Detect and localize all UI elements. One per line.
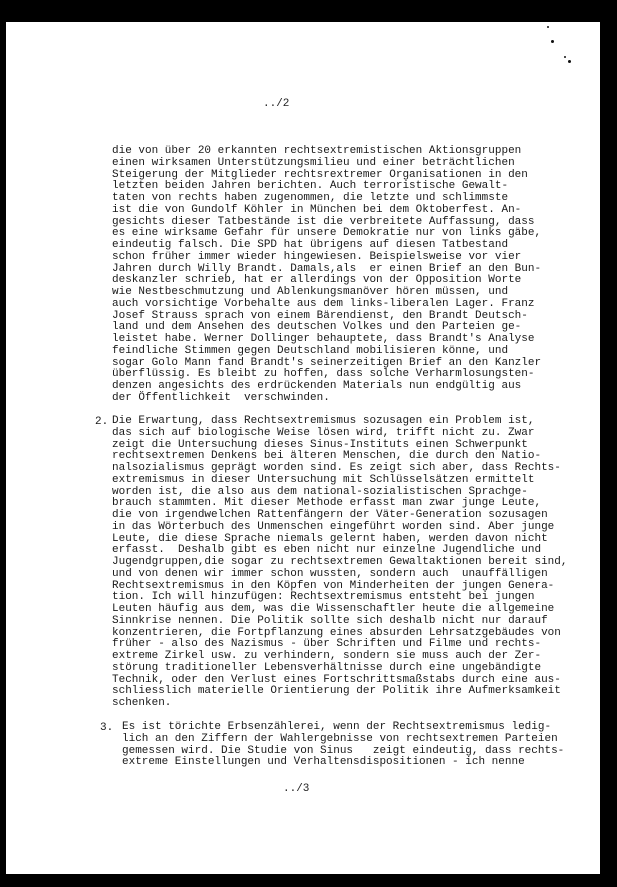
footer-page-reference: ../3	[283, 783, 310, 795]
text-line: störung traditioneller Lebensverhältnisse durch eine ungebändigte	[112, 661, 542, 674]
text-line: nalsozialismus geprägt worden sind. Es zeigt sich aber, dass Rechts-	[112, 462, 561, 474]
text-line: die von über 20 erkannten rechtsextremistischen Aktionsgruppen	[112, 145, 522, 157]
text-line: Die Erwartung, dass Rechtsextremismus sozusagen ein Problem ist,	[112, 415, 535, 427]
text-line: extreme Einstellungen und Verhaltensdispositionen - ich nenne	[122, 756, 525, 769]
text-line: eindeutig falsch. Die SPD hat übrigens auf diesen Tatbestand	[112, 239, 509, 251]
text-line: lich an den Ziffern der Wahlergebnisse von rechtsextremen Parteien	[122, 732, 558, 745]
text-line: schliesslich materielle Orientierung der Politik ihre Aufmerksamkeit	[112, 685, 561, 698]
text-line: sogar Golo Mann fand Brandt's seinerzeitigen Brief an den Kanzler	[112, 356, 542, 369]
paragraph-2	[112, 416, 567, 710]
text-line: überflüssig. Es bleibt zu hoffen, dass solche Verharmlosungsten-	[112, 368, 535, 381]
text-line: Sinnkrise nennen. Die Politik sollte sich deshalb nicht nur darauf	[112, 614, 548, 627]
text-line: der Öffentlichkeit verschwinden.	[112, 391, 330, 404]
scan-speck	[568, 60, 571, 63]
text-line: die von irgendwelchen Rattenfängern der Väter-Generation sozusagen	[112, 509, 548, 521]
text-line: leistet habe. Werner Dollinger behauptete, dass Brandt's Analyse	[112, 333, 535, 345]
text-line: worden ist, die also aus dem national-sozialistischen Sprachge-	[112, 485, 528, 498]
text-line: land und dem Ansehen des deutschen Volkes und den Parteien ge-	[112, 321, 522, 334]
text-line: ist die von Gundolf Köhler in München bei dem Oktoberfest. An-	[112, 203, 522, 216]
text-line: wie Nestbeschmutzung und Ablenkungsmanöver hören müssen, und	[112, 286, 509, 298]
text-line: erfasst. Deshalb gibt es eben nicht nur einzelne Jugendliche und	[112, 544, 542, 557]
text-line: in das Wörterbuch des Unmenschen eingeführt worden sind. Aber junge	[112, 520, 555, 533]
text-line: schenken.	[112, 697, 172, 709]
scan-speck	[564, 56, 566, 58]
text-line: Jugendgruppen,die sogar zu rechtsextremen Gewaltaktionen bereit sind,	[112, 556, 568, 568]
text-line: deskanzler schrieb, hat er allerdings von der Opposition Worte	[112, 274, 522, 287]
text-line: brauch stammten. Mit dieser Methode erfasst man zwar junge Leute,	[112, 497, 542, 510]
text-line: schon früher immer wieder hingewiesen. Beispielsweise vor vier	[112, 250, 522, 263]
scan-speck	[547, 26, 549, 28]
paragraph-2-number: 2.	[95, 416, 109, 428]
text-line: Rechtsextremismus in den Köpfen von Minderheiten der jungen Genera-	[112, 579, 555, 592]
text-line: taten von rechts haben zugenommen, die letzte und schlimmste	[112, 192, 509, 204]
paragraph-3-number: 3.	[100, 722, 114, 734]
text-line: Josef Strauss sprach von einem Bärendienst, den Brandt Deutsch-	[112, 309, 528, 322]
text-line: extremismus in dieser Untersuchung mit Schlüsselsätzen ermittelt	[112, 473, 535, 486]
text-line: Technik, oder den Verlust eines Fortschrittsmaßstabs durch eine aus-	[112, 673, 561, 686]
text-line: Es ist törichte Erbsenzählerei, wenn der Rechtsextremismus ledig-	[122, 721, 552, 733]
text-line: konzentrieren, die Fortpflanzung eines absurden Lehrsatzgebäudes von	[112, 626, 561, 639]
text-line: es eine wirksame Gefahr für unsere Demokratie nur von links gäbe,	[112, 227, 542, 240]
text-line: extreme Zirkel usw. zu verhindern, sondern sie muss auch der Zer-	[112, 650, 542, 662]
text-line: früher - also des Nazismus - über Schriften und Filme und rechts-	[112, 638, 542, 651]
text-line: einen wirksamen Unterstützungsmilieu und einer beträchtlichen	[112, 156, 515, 169]
text-line: zeigt die Untersuchung dieses Sinus-Instituts einen Schwerpunkt	[112, 438, 528, 451]
scan-speck	[551, 40, 554, 43]
text-line: und von denen wir immer schon wussten, sondern auch unauffälligen	[112, 567, 548, 580]
header-page-reference: ../2	[263, 98, 290, 110]
text-line: gesichts dieser Tatbestände ist die verbreitete Auffassung, dass	[112, 215, 535, 228]
paragraph-3	[122, 722, 564, 769]
text-line: Steigerung der Mitglieder rechtsrextremer Organisationen in den	[112, 168, 528, 181]
text-line: rechtsextremen Denkens bei älteren Menschen, die durch den Natio-	[112, 450, 542, 463]
text-line: gemessen wird. Die Studie von Sinus zeigt eindeutig, dass rechts-	[122, 744, 565, 757]
text-line: feindliche Stimmen gegen Deutschland mobilisieren könne, und	[112, 344, 509, 357]
text-line: Jahren durch Willy Brandt. Damals,als er einen Brief an den Bun-	[112, 262, 542, 275]
text-line: denzen angesichts des erdrückenden Materials nun endgültig aus	[112, 380, 522, 392]
text-line: letzten beiden Jahren berichten. Auch terroristische Gewalt-	[112, 180, 509, 193]
text-line: tion. Ich will hinzufügen: Rechtsextremismus entsteht bei jungen	[112, 591, 535, 604]
paragraph-1	[112, 146, 541, 405]
text-line: das sich auf biologische Weise lösen wird, trifft nicht zu. Zwar	[112, 426, 535, 439]
text-line: Leute, die diese Sprache niemals gelernt haben, werden davon nicht	[112, 532, 548, 545]
text-line: auch vorsichtige Vorbehalte aus dem links-liberalen Lager. Franz	[112, 297, 535, 310]
text-line: Leuten häufig aus dem, was die Wissenschaftler heute die allgemeine	[112, 603, 555, 615]
